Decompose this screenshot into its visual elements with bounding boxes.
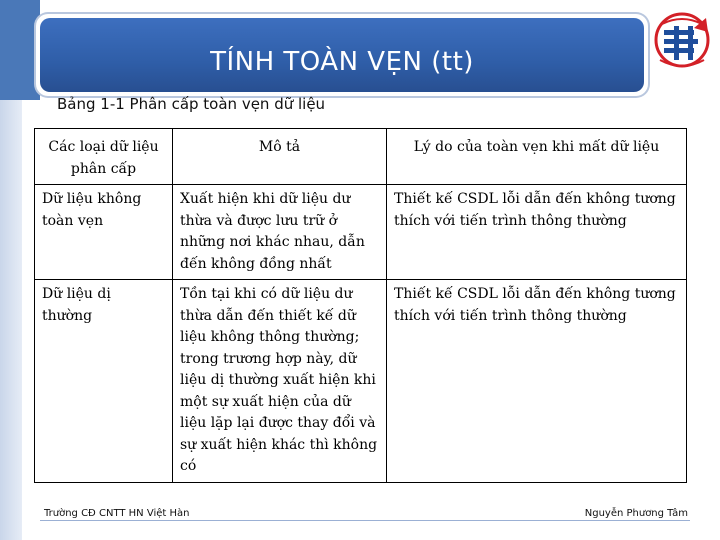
cell-reason: Thiết kế CSDL lỗi dẫn đến không tương thích với tiến trình thông thường — [387, 185, 687, 280]
cell-reason: Thiết kế CSDL lỗi dẫn đến không tương thích với tiến trình thông thường — [387, 280, 687, 483]
title-bar — [40, 18, 644, 92]
header-description: Mô tả — [173, 129, 387, 185]
cell-description: Xuất hiện khi dữ liệu dư thừa và được lưu trữ ở những nơi khác nhau, dẫn đến không đồng nhất — [173, 185, 387, 280]
table-caption: Bảng 1-1 Phân cấp toàn vẹn dữ liệu — [57, 95, 326, 113]
cell-description: Tồn tại khi có dữ liệu dư thừa dẫn đến thiết kế dữ liệu không thông thường; trong trương hợp này, dữ liệu dị thường xuất hiện khi một sự xuất hiện của dữ liệu lặp lại được thay đổi và sự xuất hiện khác thì không có — [173, 280, 387, 483]
table-row — [35, 185, 687, 280]
footer-school: Trường CĐ CNTT HN Việt Hàn — [44, 508, 190, 519]
cell-type: Dữ liệu không toàn vẹn — [35, 185, 173, 280]
integrity-table — [34, 128, 687, 483]
logo-icon — [652, 10, 712, 72]
cell-type: Dữ liệu dị thường — [35, 280, 173, 483]
header-reason: Lý do của toàn vẹn khi mất dữ liệu — [387, 129, 687, 185]
header-data-types: Các loại dữ liệu phân cấp — [35, 129, 173, 185]
footer-divider — [40, 520, 690, 521]
table-row — [35, 280, 687, 483]
slide-title: TÍNH TOÀN VẸN (tt) — [210, 47, 474, 77]
footer-author: Nguyễn Phương Tâm — [584, 508, 688, 519]
left-decor-block — [0, 0, 40, 100]
table-header-row — [35, 129, 687, 185]
